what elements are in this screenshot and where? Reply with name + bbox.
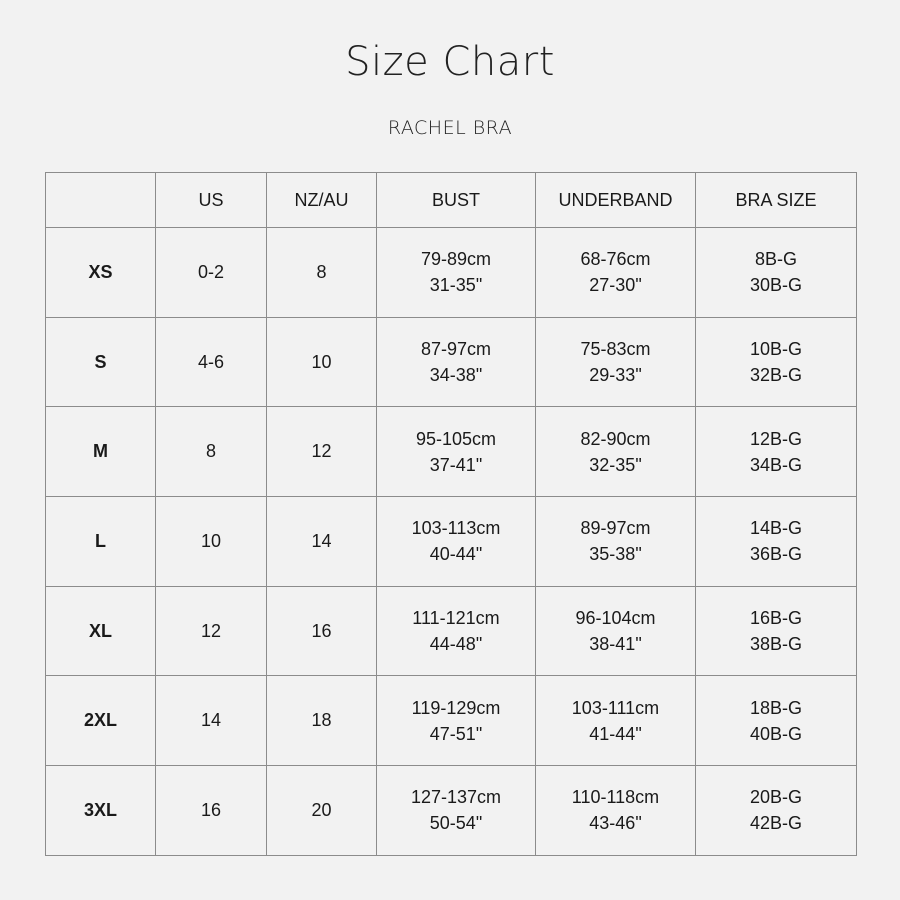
table-row (46, 317, 857, 407)
bra-size-us: 40B-G (749, 723, 803, 744)
size-label-cell: XS (46, 228, 156, 318)
header-cell-bra-size: BRA SIZE (696, 173, 857, 228)
us-size-cell: 12 (156, 586, 267, 676)
underband-inches: 35-38" (589, 544, 642, 565)
bust-inches: 50-54" (429, 813, 483, 834)
bust-cm: 103-113cm (411, 518, 501, 539)
table-header-row (46, 173, 857, 228)
bra-size-cell (696, 228, 857, 318)
underband-cell (536, 586, 696, 676)
bust-cell (377, 497, 536, 587)
bra-size-us: 32B-G (749, 365, 803, 386)
bra-size-nz: 16B-G (749, 608, 803, 629)
bra-size-us: 42B-G (749, 813, 803, 834)
nzau-size-cell: 18 (267, 676, 377, 766)
table-row (46, 407, 857, 497)
bra-size-cell (696, 317, 857, 407)
size-label-cell: 2XL (46, 676, 156, 766)
underband-cm: 75-83cm (580, 339, 651, 360)
bra-size-cell (696, 407, 857, 497)
bra-size-cell (696, 586, 857, 676)
bust-inches: 37-41" (429, 454, 483, 475)
size-label-cell: S (46, 317, 156, 407)
bust-cell (377, 676, 536, 766)
us-size-cell: 8 (156, 407, 267, 497)
table-row (46, 497, 857, 587)
nzau-size-cell: 16 (267, 586, 377, 676)
bra-size-nz: 14B-G (749, 518, 803, 539)
bra-size-us: 30B-G (749, 275, 803, 296)
page-title: Size Chart (345, 39, 555, 85)
size-label-cell: L (46, 497, 156, 587)
underband-inches: 29-33" (589, 365, 642, 386)
bra-size-nz: 8B-G (754, 249, 797, 270)
underband-inches: 41-44" (589, 723, 642, 744)
bust-inches: 31-35" (429, 275, 483, 296)
underband-cell (536, 676, 696, 766)
underband-inches: 27-30" (589, 275, 642, 296)
bra-size-cell (696, 766, 857, 856)
table-row (46, 676, 857, 766)
nzau-size-cell: 8 (267, 228, 377, 318)
bust-cm: 79-89cm (420, 249, 492, 270)
product-name: RACHEL BRA (387, 117, 513, 139)
bust-cm: 119-129cm (411, 697, 501, 718)
bra-size-cell (696, 676, 857, 766)
nzau-size-cell: 14 (267, 497, 377, 587)
underband-cell (536, 407, 696, 497)
table-row (46, 228, 857, 318)
bust-cell (377, 317, 536, 407)
bra-size-us: 34B-G (749, 454, 803, 475)
bust-inches: 44-48" (429, 634, 483, 655)
bra-size-nz: 18B-G (749, 697, 803, 718)
bust-cell (377, 766, 536, 856)
table-row (46, 586, 857, 676)
bust-inches: 47-51" (429, 723, 483, 744)
bra-size-us: 36B-G (749, 544, 803, 565)
underband-cm: 110-118cm (571, 787, 660, 808)
underband-cm: 103-111cm (571, 697, 660, 718)
nzau-size-cell: 20 (267, 766, 377, 856)
header-cell-us: US (156, 173, 267, 228)
header-cell-bust: BUST (377, 173, 536, 228)
size-label-cell: XL (46, 586, 156, 676)
underband-cm: 82-90cm (580, 428, 651, 449)
bust-cm: 127-137cm (410, 787, 502, 808)
bust-inches: 34-38" (429, 365, 483, 386)
us-size-cell: 10 (156, 497, 267, 587)
underband-cm: 89-97cm (580, 518, 651, 539)
bra-size-nz: 20B-G (749, 787, 803, 808)
bra-size-us: 38B-G (749, 634, 803, 655)
header-cell-underband: UNDERBAND (536, 173, 696, 228)
underband-inches: 32-35" (589, 454, 642, 475)
underband-cm: 96-104cm (575, 608, 656, 629)
size-label-cell: M (46, 407, 156, 497)
bust-cell (377, 407, 536, 497)
bust-cell (377, 586, 536, 676)
table-row (46, 766, 857, 856)
bra-size-nz: 10B-G (749, 339, 803, 360)
us-size-cell: 14 (156, 676, 267, 766)
table-body (46, 228, 857, 856)
underband-cell (536, 497, 696, 587)
us-size-cell: 0-2 (156, 228, 267, 318)
bust-cm: 111-121cm (412, 608, 500, 629)
nzau-size-cell: 12 (267, 407, 377, 497)
underband-inches: 43-46" (589, 813, 642, 834)
underband-cell (536, 317, 696, 407)
bust-cell (377, 228, 536, 318)
underband-cell (536, 766, 696, 856)
size-label-cell: 3XL (46, 766, 156, 856)
bust-cm: 95-105cm (415, 428, 497, 449)
size-chart-table (45, 172, 857, 856)
bra-size-cell (696, 497, 857, 587)
underband-cell (536, 228, 696, 318)
bust-cm: 87-97cm (420, 339, 492, 360)
nzau-size-cell: 10 (267, 317, 377, 407)
bra-size-nz: 12B-G (749, 428, 803, 449)
us-size-cell: 16 (156, 766, 267, 856)
us-size-cell: 4-6 (156, 317, 267, 407)
header-cell-size (46, 173, 156, 228)
header-cell-nzau: NZ/AU (267, 173, 377, 228)
underband-inches: 38-41" (589, 634, 642, 655)
bust-inches: 40-44" (429, 544, 483, 565)
underband-cm: 68-76cm (580, 249, 651, 270)
